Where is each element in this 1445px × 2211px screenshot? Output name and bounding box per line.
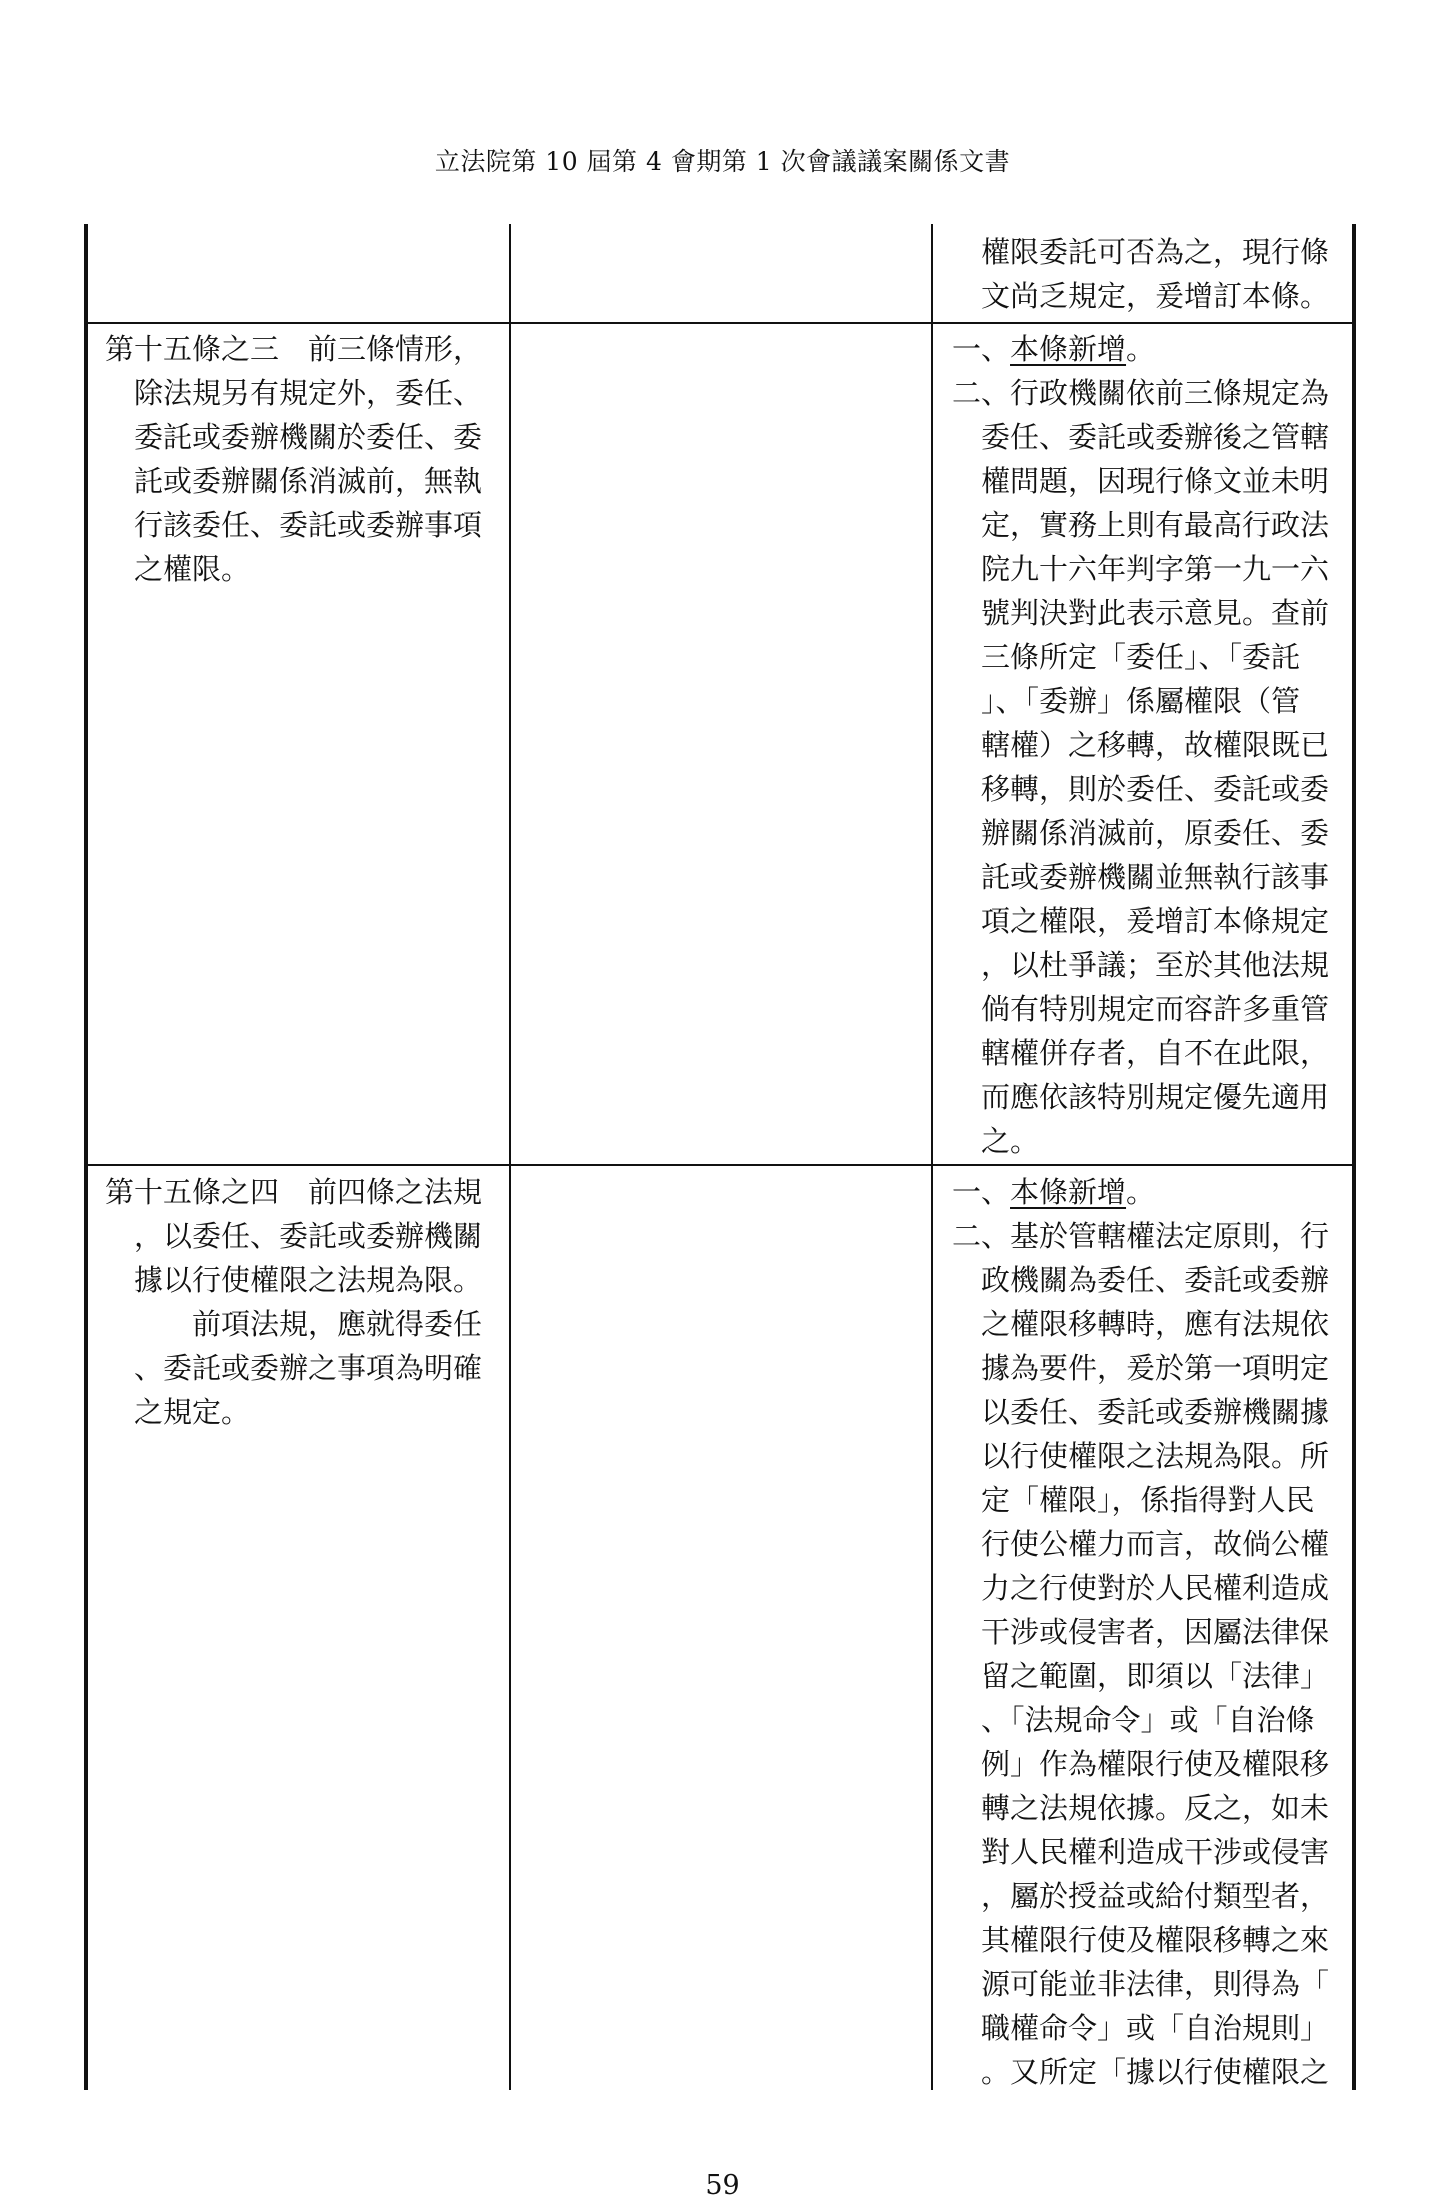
- explanation-text-line: ，屬於授益或給付類型者，: [981, 1879, 1330, 1913]
- article-text-line: 之規定。: [134, 1395, 251, 1429]
- article-text-line: 委託或委辦機關於委任、委: [134, 420, 483, 454]
- explanation-text-line: 轄權）之移轉，故權限既已: [981, 728, 1330, 762]
- explanation-text-line: [952, 1170, 1155, 1214]
- explanation-text-line: 三條所定「委任」、「委託: [981, 640, 1301, 674]
- explanation-text-line: 項之權限，爰增訂本條規定: [981, 904, 1330, 938]
- article-text-line: 託或委辦關係消滅前，無執: [134, 464, 483, 498]
- explanation-text-line: 。又所定「據以行使權限之: [981, 2055, 1330, 2089]
- explanation-text-line: 之。: [981, 1124, 1040, 1158]
- explanation-text-line: [952, 327, 1155, 371]
- explanation-text-line: 院九十六年判字第一九一六: [981, 552, 1330, 586]
- explanation-text-line: 源可能並非法律，則得為「: [981, 1967, 1330, 2001]
- explanation-text-line: 干涉或侵害者，因屬法律保: [981, 1615, 1330, 1649]
- explanation-text-line: 以委任、委託或委辦機關據: [981, 1395, 1330, 1429]
- explanation-text-line: 留之範圍，即須以「法律」: [981, 1659, 1330, 1693]
- table-column-divider-1: [509, 224, 511, 2090]
- explanation-text-line: 文尚乏規定，爰增訂本條。: [981, 279, 1330, 313]
- explanation-text-line: 倘有特別規定而容許多重管: [981, 992, 1330, 1026]
- article-text-line: 前項法規，應就得委任: [192, 1307, 483, 1341]
- explanation-text-line: 政機關為委任、委託或委辦: [981, 1263, 1330, 1297]
- explanation-text-line: 例」作為權限行使及權限移: [981, 1747, 1330, 1781]
- article-text-line: 行該委任、委託或委辦事項: [134, 508, 483, 542]
- explanation-text-line: 二、基於管轄權法定原則，行: [952, 1219, 1330, 1253]
- explanation-text-line: 行使公權力而言，故倘公權: [981, 1527, 1330, 1561]
- article-text-line: 之權限。: [134, 552, 251, 586]
- row-divider-1: [84, 322, 1356, 324]
- table-left-border: [84, 224, 88, 2090]
- explanation-text-line: 移轉，則於委任、委託或委: [981, 772, 1330, 806]
- explanation-text-line: 二、行政機關依前三條規定為: [952, 376, 1330, 410]
- explanation-text-line: 號判決對此表示意見。查前: [981, 596, 1330, 630]
- explanation-text-line: 定，實務上則有最高行政法: [981, 508, 1330, 542]
- explanation-text-line: 」、「委辦」係屬權限（管: [981, 684, 1301, 718]
- article-text-line: 除法規另有規定外，委任、: [134, 376, 483, 410]
- article-text-line: 第十五條之四 前四條之法規: [105, 1175, 483, 1209]
- list-marker: 一、: [952, 1175, 1011, 1209]
- explanation-text-line: 力之行使對於人民權利造成: [981, 1571, 1330, 1605]
- trailing-punctuation: 。: [1126, 1175, 1156, 1209]
- explanation-text-line: ，以杜爭議；至於其他法規: [981, 948, 1330, 982]
- document-header: 立法院第 10 屆第 4 會期第 1 次會議議案關係文書: [434, 147, 1011, 176]
- explanation-text-line: 託或委辦機關並無執行該事: [981, 860, 1330, 894]
- explanation-text-line: 權問題，因現行條文並未明: [981, 464, 1330, 498]
- table-right-border: [1352, 224, 1356, 2090]
- explanation-text-line: 其權限行使及權限移轉之來: [981, 1923, 1330, 1957]
- underlined-text: 本條新增: [1010, 332, 1127, 366]
- article-text-line: ，以委任、委託或委辦機關: [134, 1219, 483, 1253]
- explanation-text-line: 定「權限」，係指得對人民: [981, 1483, 1315, 1517]
- explanation-text-line: 職權命令」或「自治規則」: [981, 2011, 1330, 2045]
- table-column-divider-2: [931, 224, 933, 2090]
- explanation-text-line: 以行使權限之法規為限。所: [981, 1439, 1330, 1473]
- page-number: 59: [705, 2170, 740, 2201]
- explanation-text-line: 據為要件，爰於第一項明定: [981, 1351, 1330, 1385]
- list-marker: 一、: [952, 332, 1011, 366]
- explanation-text-line: 而應依該特別規定優先適用: [981, 1080, 1330, 1114]
- explanation-text-line: 權限委託可否為之，現行條: [981, 235, 1330, 269]
- article-text-line: 第十五條之三 前三條情形，: [105, 332, 483, 366]
- article-text-line: 、委託或委辦之事項為明確: [134, 1351, 483, 1385]
- explanation-text-line: 委任、委託或委辦後之管轄: [981, 420, 1330, 454]
- row-divider-2: [84, 1164, 1356, 1166]
- explanation-text-line: 轉之法規依據。反之，如未: [981, 1791, 1330, 1825]
- explanation-text-line: 對人民權利造成干涉或侵害: [981, 1835, 1330, 1869]
- explanation-text-line: 、「法規命令」或「自治條: [981, 1703, 1315, 1737]
- trailing-punctuation: 。: [1126, 332, 1156, 366]
- explanation-text-line: 之權限移轉時，應有法規依: [981, 1307, 1330, 1341]
- explanation-text-line: 轄權併存者，自不在此限，: [981, 1036, 1330, 1070]
- explanation-text-line: 辦關係消滅前，原委任、委: [981, 816, 1330, 850]
- underlined-text: 本條新增: [1010, 1175, 1127, 1209]
- article-text-line: 據以行使權限之法規為限。: [134, 1263, 483, 1297]
